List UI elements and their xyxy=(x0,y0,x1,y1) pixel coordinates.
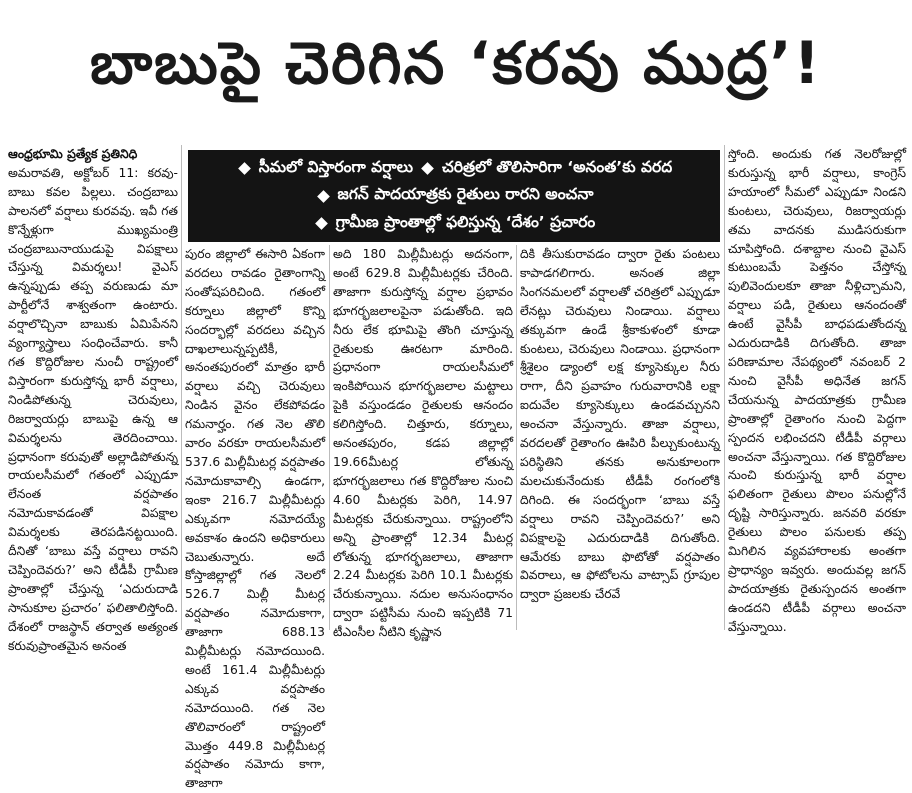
highlight-text: చరిత్రలో తొలిసారిగా ‘అనంత’కు వరద xyxy=(442,157,673,176)
article-column-2 xyxy=(185,245,325,791)
column-text: పురం జిల్లాలో ఈసారి ఏకంగా వరదలు రావడం రైతాంగాన్ని సంతోషపరిచింది. గతంలో కర్నూలు జిల్లాలో కొన్ని సందర్భాల్లో వరదలు వచ్చిన దాఖలాలున్నప్పటికీ, అనంతపురంలో మాత్రం భారీ వర్షాలు వచ్చి చెరువులు నిండిన వైనం లేకపోవడం గమనార్హం. గత నెల తొలి వారం వరకూ రాయలసీమలో 537.6 మిల్లీమీటర్ల వర్షపాతం నమోదుకావాల్సి ఉండగా, ఇంకా 216.7 మిల్లీమీటర్లు ఎక్కువగా నమోదయ్యే అవకాశం ఉందని అధికారులు చెబుతున్నారు. అదే కోస్తాజిల్లాల్లో గత నెలలో 526.7 మిల్లీ మీటర్ల వర్షపాతం నమోదుకాగా, తాజాగా 688.13 మిల్లీమీటర్లు నమోదయింది. అంటే 161.4 మిల్లీమీటర్లు ఎక్కువ వర్షపాతం నమోదయింది. గత నెల తొలివారంలో రాష్ట్రంలో మొత్తం 449.8 మిల్లీమీటర్ల వర్షపాతం నమోదు కాగా, తాజాగా xyxy=(185,247,325,791)
article-column-5 xyxy=(728,145,906,634)
column-text: దికి తీసుకురావడం ద్వారా రైతు పంటలు కాపాడగలిగారు. అనంత జిల్లా సింగనమలలో వర్షాలతో చరిత్రలో ఎప్పుడూ లేనట్లు చెరువులు నిండాయి. వర్షాలు తక్కువగా ఉండే శ్రీకాకుళంలో కూడా కుంటలు, చెరువులు నిండాయి. ప్రధానంగా శ్రీశైలం డ్యాంలో లక్ష క్యూసెక్కుల నీరు రాగా, దీని ప్రవాహం గురువారానికి లక్షా ఐదువేల క్యూసెక్కులు ఉండవచ్చునని అంచనా వేస్తున్నారు. తాజా వర్షాలు, వరదలతో రైతాంగం ఊపిరి పీల్చుకుంటున్న పరిస్థితిని తనకు అనుకూలంగా మలచుకునేందుకు టీడీపీ రంగంలోకి దిగింది. ఈ సందర్భంగా ‘బాబు వస్తే వర్షాలు రావని చెప్పిందెవరు?’ అని విపక్షాలపై ఎదురుదాడికి దిగుతోంది. ఆమేరకు బాబు ఫొటోతో వర్షపాతం వివరాలు, ఆ ఫోటోలను వాట్సాప్ గ్రూపుల ద్వారా ప్రజలకు చేరవే xyxy=(520,247,720,602)
diamond-bullet-icon xyxy=(315,217,328,230)
column-divider xyxy=(724,145,725,630)
byline: ఆంధ్రభూమి ప్రత్యేక ప్రతినిధి xyxy=(8,147,138,161)
diamond-bullet-icon xyxy=(317,190,330,203)
highlights-box xyxy=(188,150,720,242)
article-column-4 xyxy=(520,245,720,635)
column-text: అది 180 మిల్లీమీటర్లు అదనంగా, అంటే 629.8 మిల్లీమీటర్లకు చేరింది. తాజాగా కురుస్తోన్న వర్షాల ప్రభావం భూగర్భజలాలపైనా పడుతోంది. ఇది నీరు లేక భూమిపై తొంగి చూస్తున్న రైతులకు ఊరటగా మారింది. ప్రధానంగా రాయలసీమలో ఇంకిపోయిన భూగర్భజలాల మట్టాలు పైకి వస్తుండడం రైతులకు ఆనందం కలిగిస్తోంది. చిత్తూరు, కర్నూలు, అనంతపురం, కడప జిల్లాల్లో 19.66మీటర్ల లోతున్న భూగర్భజలాలు గత కొద్దిరోజుల నుంచి 4.60 మీటర్లకు పెరిగి, 14.97 మీటర్లకు చేరుకున్నాయి. రాష్ట్రంలోని అన్ని ప్రాంతాల్లో 12.34 మీటర్ల లోతున్న భూగర్భజలాలు, తాజాగా 2.24 మీటర్లకు పెరిగి 10.1 మీటర్లకు చేరుకున్నాయి. నదుల అనుసంధానం ద్వారా పట్టిసీమ నుంచి ఇప్పటికి 71 టీఎంసీల నీటిని కృష్ణాన xyxy=(333,247,513,640)
highlight-line xyxy=(315,185,594,207)
column-divider xyxy=(181,145,182,630)
diamond-bullet-icon xyxy=(238,162,251,175)
highlight-text: జగన్ పాదయాత్రకు రైతులు రారని అంచనా xyxy=(337,185,594,203)
diamond-bullet-icon xyxy=(421,162,434,175)
headline: బాబుపై చెరిగిన ‘కరవు ముద్ర’! xyxy=(89,28,822,97)
column-divider xyxy=(516,245,517,630)
highlight-text: సీమలో విస్తారంగా వర్షాలు xyxy=(258,157,414,176)
column-divider xyxy=(329,245,330,630)
highlight-line xyxy=(313,213,596,235)
highlight-text: గ్రామీణ ప్రాంతాల్లో ఫలిస్తున్న ‘దేశం’ ప్రచారం xyxy=(335,212,596,231)
column-text: అమరావతి, అక్టోబర్ 11: కరవు-బాబు కవల పిల్లలు. చంద్రబాబు పాలనలో వర్షాలు కురవవు. ఇవీ గత కొన్నేళ్లుగా ముఖ్యమంత్రి చంద్రబాబునాయుడుపై విపక్షాలు చేస్తున్న విమర్శలు! వైఎస్ ఉన్నప్పుడు తప్ప వరుణుడు మా పార్టీలోనే శాశ్వతంగా ఉంటారు. వర్షాలొచ్చినా బాబుకు ఏమిపేనని వ్యంగ్యాస్త్రాలు సంధించేవారు. కానీ గత కొద్దిరోజుల నుంచీ రాష్ట్రంలో విస్తారంగా కురుస్తోన్న భారీ వర్షాలు, నిండిపోతున్న చెరువులు, రిజర్వాయర్లు బాబుపై ఉన్న ఆ విమర్శలను తెరదించాయి. ప్రధానంగా కరువుతో అల్లాడిపోతున్న రాయలసీమలో గతంలో ఎప్పుడూ లేనంత వర్షపాతం నమోదుకావడంతో విపక్షాల విమర్శలకు తెరపడినట్టయింది. దీనితో ‘బాబు వస్తే వర్షాలు రావని చెప్పిందెవరు?’ అని టీడీపీ గ్రామీణ ప్రాంతాల్లో చేస్తున్న ‘ఎదురుదాడి సానుకూల ప్రచారం’ ఫలితాలిస్తోంది. దేశంలో రాజస్థాన్ తర్వాత అత్యంత కరువుప్రాంతమైన అనంత xyxy=(8,165,178,653)
column-text: స్తోంది. అందుకు గత నెలరోజుల్లో కురుస్తున్న భారీ వర్షాలు, కాంగ్రెస్ హయాంలో సీమలో ఎప్పుడూ నిండని కుంటలు, చెరువులు, రిజర్వాయర్లు తమ వాదనకు ముడిసరుకుగా చూపిస్తోంది. దశాబ్దాల నుంచి వైఎస్ కుటుంబమే పెత్తనం చేస్తోన్న పులివెందులకూ తాజా నీళ్లిచ్చామని, వర్షాలు పడి, రైతులు ఆనందంతో ఉంటే వైసీపీ బాధపడుతోందన్న ఎదురుదాడికి దిగుతోంది. తాజా పరిణామాల నేపథ్యంలో నవంబర్ 2 నుంచి వైసీపీ అధినేత జగన్ చేయనున్న పాదయాత్రకు గ్రామీణ ప్రాంతాల్లో రైతాంగం నుంచి పెద్దగా స్పందన లభించదని టీడీపీ వర్గాలు అంచనా వేస్తున్నాయి. గత కొద్దిరోజుల నుంచి కురుస్తున్న భారీ వర్షాల ఫలితంగా రైతులు పొలం పనుల్లోనే దృష్టి సారిస్తున్నారు. జనవరి వరకూ రైతులు పొలం పనులకు తప్ప మిగిలిన వ్యవహారాలకు అంతగా ప్రాధాన్యం ఇవ్వరు. అందువల్ల జగన్ పాదయాత్రకు రైతుస్పందన అంతగా ఉండదని టీడీపీ వర్గాలు అంచనా వేస్తున్నాయి. xyxy=(728,147,906,634)
highlight-line xyxy=(236,158,672,180)
article-column-3 xyxy=(333,245,513,640)
article-column-1 xyxy=(8,145,178,653)
